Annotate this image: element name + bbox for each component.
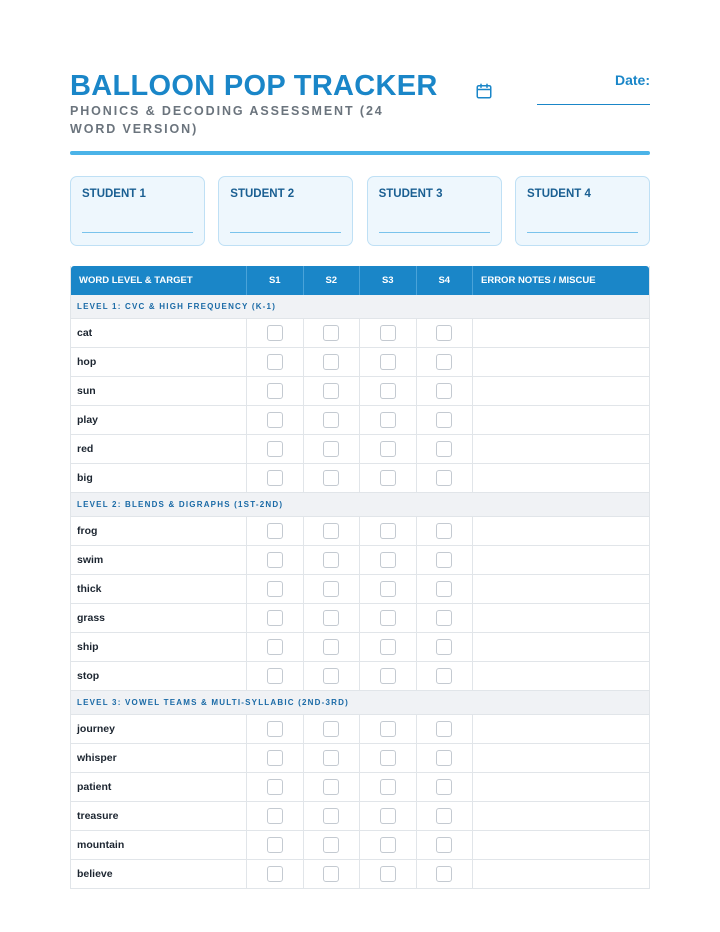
score-cell-s1 bbox=[247, 633, 304, 661]
student-name-field[interactable] bbox=[379, 232, 490, 233]
score-cell-s3 bbox=[360, 662, 417, 690]
checkbox-s2[interactable] bbox=[323, 779, 339, 795]
header-s4: S4 bbox=[417, 266, 474, 295]
score-cell-s4 bbox=[417, 517, 474, 545]
score-cell-s3 bbox=[360, 831, 417, 859]
checkbox-s2[interactable] bbox=[323, 668, 339, 684]
score-cell-s3 bbox=[360, 377, 417, 405]
word-cell: hop bbox=[71, 348, 247, 376]
checkbox-s4[interactable] bbox=[436, 354, 452, 370]
score-cell-s4 bbox=[417, 464, 474, 492]
table-row bbox=[71, 575, 649, 604]
error-notes-cell[interactable] bbox=[473, 831, 649, 859]
checkbox-s4[interactable] bbox=[436, 523, 452, 539]
checkbox-s2[interactable] bbox=[323, 808, 339, 824]
table-row bbox=[71, 662, 649, 691]
score-cell-s1 bbox=[247, 715, 304, 743]
score-cell-s3 bbox=[360, 575, 417, 603]
word-cell: red bbox=[71, 435, 247, 463]
table-row bbox=[71, 604, 649, 633]
checkbox-s4[interactable] bbox=[436, 325, 452, 341]
checkbox-s4[interactable] bbox=[436, 808, 452, 824]
score-cell-s4 bbox=[417, 860, 474, 888]
checkbox-s1[interactable] bbox=[267, 581, 283, 597]
student-card-1 bbox=[70, 176, 205, 246]
word-cell: whisper bbox=[71, 744, 247, 772]
checkbox-s1[interactable] bbox=[267, 441, 283, 457]
checkbox-s1[interactable] bbox=[267, 325, 283, 341]
checkbox-s3[interactable] bbox=[380, 837, 396, 853]
error-notes-cell[interactable] bbox=[473, 575, 649, 603]
score-cell-s4 bbox=[417, 773, 474, 801]
checkbox-s2[interactable] bbox=[323, 639, 339, 655]
checkbox-s1[interactable] bbox=[267, 750, 283, 766]
table-row bbox=[71, 319, 649, 348]
checkbox-s2[interactable] bbox=[323, 610, 339, 626]
checkbox-s1[interactable] bbox=[267, 639, 283, 655]
score-cell-s3 bbox=[360, 517, 417, 545]
checkbox-s1[interactable] bbox=[267, 668, 283, 684]
checkbox-s1[interactable] bbox=[267, 383, 283, 399]
checkbox-s1[interactable] bbox=[267, 354, 283, 370]
score-cell-s4 bbox=[417, 604, 474, 632]
error-notes-cell[interactable] bbox=[473, 773, 649, 801]
score-cell-s4 bbox=[417, 744, 474, 772]
error-notes-cell[interactable] bbox=[473, 377, 649, 405]
checkbox-s3[interactable] bbox=[380, 610, 396, 626]
checkbox-s1[interactable] bbox=[267, 721, 283, 737]
calendar-icon bbox=[475, 82, 493, 100]
score-cell-s1 bbox=[247, 773, 304, 801]
score-cell-s1 bbox=[247, 546, 304, 574]
checkbox-s2[interactable] bbox=[323, 721, 339, 737]
table-row bbox=[71, 517, 649, 546]
word-cell: grass bbox=[71, 604, 247, 632]
table-row bbox=[71, 773, 649, 802]
error-notes-cell[interactable] bbox=[473, 406, 649, 434]
header-s1: S1 bbox=[247, 266, 304, 295]
score-cell-s2 bbox=[304, 715, 361, 743]
student-card-2 bbox=[218, 176, 353, 246]
score-cell-s4 bbox=[417, 831, 474, 859]
student-name-field[interactable] bbox=[527, 232, 638, 233]
error-notes-cell[interactable] bbox=[473, 435, 649, 463]
checkbox-s4[interactable] bbox=[436, 552, 452, 568]
checkbox-s3[interactable] bbox=[380, 668, 396, 684]
score-cell-s3 bbox=[360, 715, 417, 743]
checkbox-s4[interactable] bbox=[436, 412, 452, 428]
score-cell-s3 bbox=[360, 406, 417, 434]
page-title: BALLOON POP TRACKER bbox=[70, 70, 438, 102]
score-cell-s1 bbox=[247, 831, 304, 859]
score-cell-s4 bbox=[417, 348, 474, 376]
checkbox-s3[interactable] bbox=[380, 523, 396, 539]
checkbox-s4[interactable] bbox=[436, 866, 452, 882]
checkbox-s4[interactable] bbox=[436, 610, 452, 626]
checkbox-s2[interactable] bbox=[323, 552, 339, 568]
score-cell-s3 bbox=[360, 464, 417, 492]
score-cell-s2 bbox=[304, 575, 361, 603]
checkbox-s1[interactable] bbox=[267, 523, 283, 539]
score-cell-s3 bbox=[360, 435, 417, 463]
score-cell-s2 bbox=[304, 604, 361, 632]
score-cell-s1 bbox=[247, 860, 304, 888]
error-notes-cell[interactable] bbox=[473, 744, 649, 772]
score-cell-s2 bbox=[304, 464, 361, 492]
score-cell-s2 bbox=[304, 744, 361, 772]
page-subtitle: PHONICS & DECODING ASSESSMENT (24 WORD VERSION) bbox=[70, 104, 384, 136]
checkbox-s1[interactable] bbox=[267, 866, 283, 882]
word-cell: mountain bbox=[71, 831, 247, 859]
checkbox-s1[interactable] bbox=[267, 610, 283, 626]
score-cell-s1 bbox=[247, 435, 304, 463]
checkbox-s2[interactable] bbox=[323, 750, 339, 766]
table-row bbox=[71, 715, 649, 744]
student-name-field[interactable] bbox=[230, 232, 341, 233]
score-cell-s4 bbox=[417, 715, 474, 743]
checkbox-s4[interactable] bbox=[436, 470, 452, 486]
score-cell-s1 bbox=[247, 575, 304, 603]
word-cell: journey bbox=[71, 715, 247, 743]
checkbox-s3[interactable] bbox=[380, 866, 396, 882]
checkbox-s3[interactable] bbox=[380, 581, 396, 597]
checkbox-s3[interactable] bbox=[380, 383, 396, 399]
checkbox-s3[interactable] bbox=[380, 552, 396, 568]
score-cell-s4 bbox=[417, 802, 474, 830]
header-divider bbox=[70, 151, 650, 155]
level-header-row: LEVEL 3: VOWEL TEAMS & MULTI-SYLLABIC (2ND-3RD) bbox=[71, 691, 649, 715]
table-row bbox=[71, 744, 649, 773]
error-notes-cell[interactable] bbox=[473, 802, 649, 830]
word-cell: cat bbox=[71, 319, 247, 347]
student-cards bbox=[70, 176, 650, 246]
score-cell-s3 bbox=[360, 773, 417, 801]
word-cell: thick bbox=[71, 575, 247, 603]
checkbox-s2[interactable] bbox=[323, 837, 339, 853]
word-cell: big bbox=[71, 464, 247, 492]
error-notes-cell[interactable] bbox=[473, 715, 649, 743]
word-cell: stop bbox=[71, 662, 247, 690]
score-cell-s1 bbox=[247, 406, 304, 434]
score-cell-s2 bbox=[304, 406, 361, 434]
table-row bbox=[71, 633, 649, 662]
word-cell: treasure bbox=[71, 802, 247, 830]
score-cell-s1 bbox=[247, 517, 304, 545]
checkbox-s2[interactable] bbox=[323, 441, 339, 457]
table-row bbox=[71, 831, 649, 860]
score-cell-s4 bbox=[417, 633, 474, 661]
checkbox-s3[interactable] bbox=[380, 721, 396, 737]
score-cell-s2 bbox=[304, 517, 361, 545]
checkbox-s1[interactable] bbox=[267, 552, 283, 568]
checkbox-s4[interactable] bbox=[436, 441, 452, 457]
checkbox-s3[interactable] bbox=[380, 639, 396, 655]
score-cell-s4 bbox=[417, 377, 474, 405]
student-label: STUDENT 3 bbox=[378, 188, 443, 200]
date-field[interactable] bbox=[537, 104, 650, 105]
level-header-row: LEVEL 2: BLENDS & DIGRAPHS (1ST-2ND) bbox=[71, 493, 649, 517]
student-name-field[interactable] bbox=[82, 232, 193, 233]
checkbox-s4[interactable] bbox=[436, 668, 452, 684]
score-cell-s3 bbox=[360, 348, 417, 376]
assessment-table bbox=[70, 266, 650, 889]
checkbox-s4[interactable] bbox=[436, 639, 452, 655]
score-cell-s1 bbox=[247, 348, 304, 376]
score-cell-s2 bbox=[304, 348, 361, 376]
checkbox-s3[interactable] bbox=[380, 808, 396, 824]
checkbox-s1[interactable] bbox=[267, 470, 283, 486]
student-label: STUDENT 2 bbox=[230, 188, 295, 200]
score-cell-s2 bbox=[304, 831, 361, 859]
table-row bbox=[71, 860, 649, 889]
error-notes-cell[interactable] bbox=[473, 546, 649, 574]
score-cell-s1 bbox=[247, 604, 304, 632]
checkbox-s3[interactable] bbox=[380, 412, 396, 428]
checkbox-s1[interactable] bbox=[267, 808, 283, 824]
word-cell: swim bbox=[71, 546, 247, 574]
level-header-row: LEVEL 1: CVC & HIGH FREQUENCY (K-1) bbox=[71, 295, 649, 319]
checkbox-s3[interactable] bbox=[380, 779, 396, 795]
score-cell-s4 bbox=[417, 546, 474, 574]
checkbox-s4[interactable] bbox=[436, 721, 452, 737]
checkbox-s2[interactable] bbox=[323, 470, 339, 486]
score-cell-s2 bbox=[304, 773, 361, 801]
table-header bbox=[71, 266, 649, 295]
score-cell-s2 bbox=[304, 546, 361, 574]
table-row bbox=[71, 406, 649, 435]
score-cell-s4 bbox=[417, 662, 474, 690]
score-cell-s3 bbox=[360, 860, 417, 888]
page-header bbox=[70, 70, 650, 140]
error-notes-cell[interactable] bbox=[473, 517, 649, 545]
score-cell-s1 bbox=[247, 377, 304, 405]
checkbox-s1[interactable] bbox=[267, 412, 283, 428]
score-cell-s3 bbox=[360, 319, 417, 347]
score-cell-s3 bbox=[360, 802, 417, 830]
word-cell: play bbox=[71, 406, 247, 434]
header-s2: S2 bbox=[304, 266, 361, 295]
word-cell: patient bbox=[71, 773, 247, 801]
checkbox-s2[interactable] bbox=[323, 866, 339, 882]
checkbox-s2[interactable] bbox=[323, 412, 339, 428]
error-notes-cell[interactable] bbox=[473, 604, 649, 632]
student-label: STUDENT 4 bbox=[527, 188, 591, 200]
word-cell: sun bbox=[71, 377, 247, 405]
score-cell-s3 bbox=[360, 604, 417, 632]
table-row bbox=[71, 348, 649, 377]
student-card-4 bbox=[515, 176, 650, 246]
score-cell-s2 bbox=[304, 860, 361, 888]
error-notes-cell[interactable] bbox=[473, 860, 649, 888]
checkbox-s3[interactable] bbox=[380, 470, 396, 486]
checkbox-s2[interactable] bbox=[323, 581, 339, 597]
checkbox-s2[interactable] bbox=[323, 523, 339, 539]
student-card-3 bbox=[367, 176, 502, 246]
checkbox-s4[interactable] bbox=[436, 581, 452, 597]
checkbox-s2[interactable] bbox=[323, 383, 339, 399]
score-cell-s2 bbox=[304, 377, 361, 405]
header-error-notes: ERROR NOTES / MISCUE bbox=[481, 275, 596, 286]
table-row bbox=[71, 435, 649, 464]
error-notes-cell[interactable] bbox=[473, 633, 649, 661]
table-row bbox=[71, 377, 649, 406]
checkbox-s4[interactable] bbox=[436, 383, 452, 399]
score-cell-s1 bbox=[247, 319, 304, 347]
score-cell-s2 bbox=[304, 319, 361, 347]
student-label: STUDENT 1 bbox=[82, 188, 146, 200]
table-row bbox=[71, 464, 649, 493]
date-label: Date: bbox=[614, 72, 650, 88]
word-cell: frog bbox=[71, 517, 247, 545]
table-row bbox=[71, 546, 649, 575]
score-cell-s1 bbox=[247, 662, 304, 690]
error-notes-cell[interactable] bbox=[473, 662, 649, 690]
checkbox-s1[interactable] bbox=[267, 779, 283, 795]
score-cell-s2 bbox=[304, 802, 361, 830]
error-notes-cell[interactable] bbox=[473, 319, 649, 347]
header-s3: S3 bbox=[360, 266, 417, 295]
error-notes-cell[interactable] bbox=[473, 348, 649, 376]
score-cell-s4 bbox=[417, 406, 474, 434]
checkbox-s3[interactable] bbox=[380, 354, 396, 370]
error-notes-cell[interactable] bbox=[473, 464, 649, 492]
score-cell-s2 bbox=[304, 435, 361, 463]
checkbox-s4[interactable] bbox=[436, 837, 452, 853]
checkbox-s4[interactable] bbox=[436, 750, 452, 766]
checkbox-s1[interactable] bbox=[267, 837, 283, 853]
score-cell-s3 bbox=[360, 744, 417, 772]
checkbox-s3[interactable] bbox=[380, 325, 396, 341]
score-cell-s3 bbox=[360, 546, 417, 574]
score-cell-s1 bbox=[247, 464, 304, 492]
word-cell: believe bbox=[71, 860, 247, 888]
score-cell-s4 bbox=[417, 575, 474, 603]
score-cell-s4 bbox=[417, 435, 474, 463]
score-cell-s2 bbox=[304, 633, 361, 661]
score-cell-s3 bbox=[360, 633, 417, 661]
checkbox-s2[interactable] bbox=[323, 325, 339, 341]
table-row bbox=[71, 802, 649, 831]
word-cell: ship bbox=[71, 633, 247, 661]
header-word-level: WORD LEVEL & TARGET bbox=[71, 266, 247, 295]
checkbox-s3[interactable] bbox=[380, 750, 396, 766]
table-body bbox=[71, 295, 649, 889]
score-cell-s1 bbox=[247, 744, 304, 772]
score-cell-s1 bbox=[247, 802, 304, 830]
checkbox-s4[interactable] bbox=[436, 779, 452, 795]
score-cell-s2 bbox=[304, 662, 361, 690]
checkbox-s2[interactable] bbox=[323, 354, 339, 370]
score-cell-s4 bbox=[417, 319, 474, 347]
checkbox-s3[interactable] bbox=[380, 441, 396, 457]
